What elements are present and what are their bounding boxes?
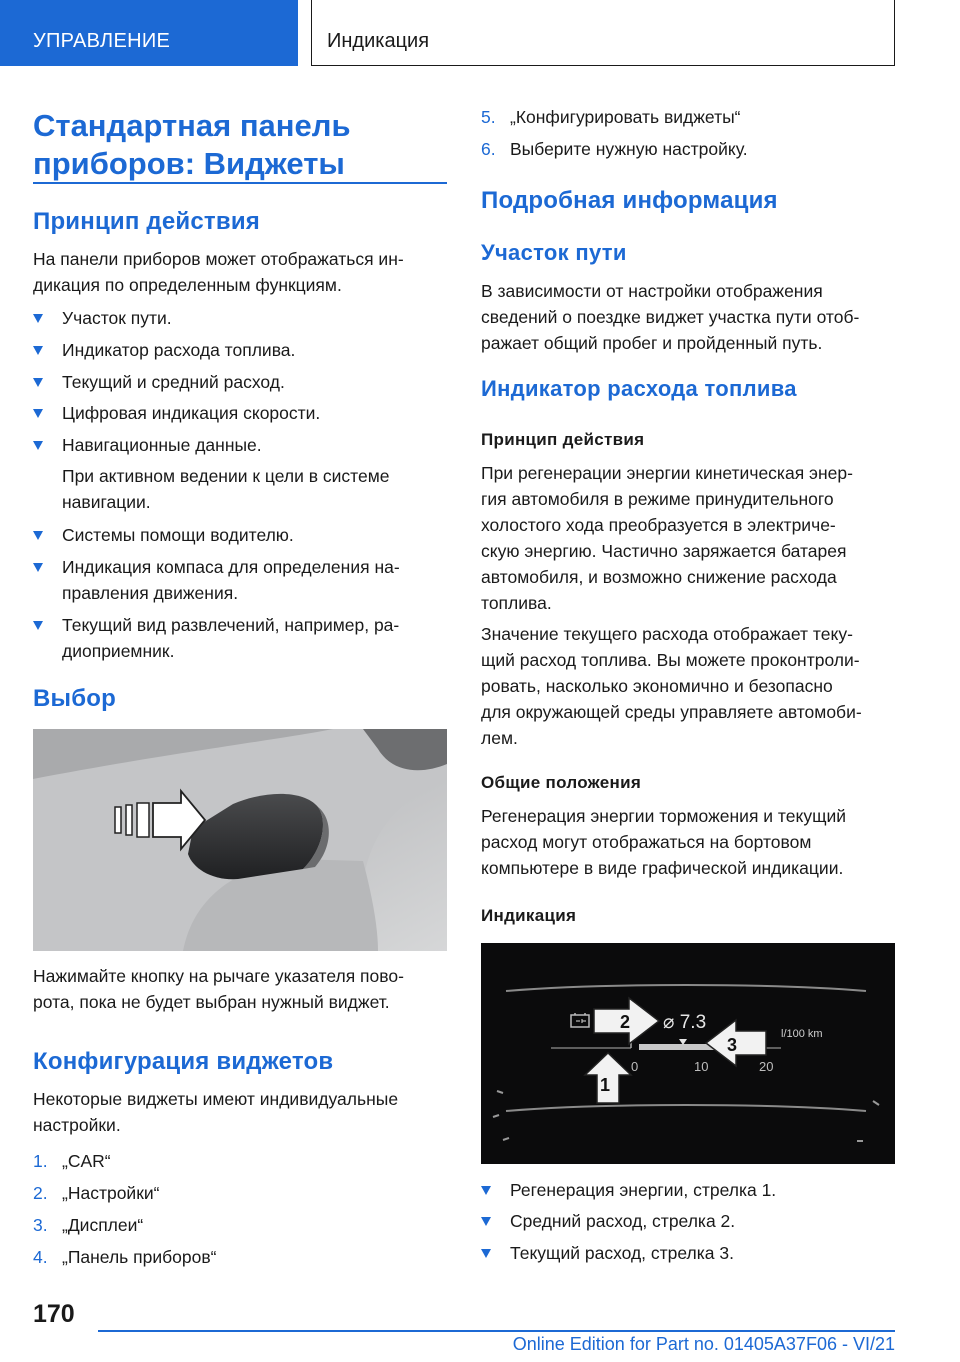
scale-label: 0 [631,1059,639,1074]
page-title-line1: Стандартная панель [33,108,351,143]
general-heading: Общие положения [481,773,642,792]
avg-consumption-value: ⌀ 7.3 [663,1012,707,1033]
details-heading: Подробная информация [481,187,778,214]
list-item-continuation: правления движения. [62,583,239,603]
step-item: 5. „Конфигурировать виджеты“ [481,107,741,127]
fuel-p1-line: гия автомобиля в режиме принудительного [481,489,834,509]
principle-heading: Принцип действия [33,208,260,235]
page-title-line2: приборов: Виджеты [33,146,345,181]
page-number: 170 [33,1300,75,1328]
list-item: Цифровая индикация скорости. [33,400,320,426]
step-item: 4. „Панель приборов“ [33,1247,217,1267]
unit-label: l/100 km [781,1028,823,1040]
turn-signal-stalk-image [33,729,447,951]
nav-note-line1: При активном ведении к цели в системе [62,466,390,486]
route-line2: сведений о поездке виджет участка пути отоб- [481,307,860,327]
bullet-triangle-icon [33,409,43,418]
list-item: Текущий и средний расход. [33,369,285,395]
fuel-heading: Индикатор расхода топлива [481,376,797,401]
arrow-2-label: 2 [620,1012,631,1032]
selection-heading: Выбор [33,685,116,712]
bullet-triangle-icon [481,1249,491,1258]
fuel-p1-line: холостого хода преобразуется в электриче- [481,515,836,535]
general-line: компьютере в виде графической индикации. [481,858,844,878]
fuel-p1-line: скую энергию. Частично заряжается батарея [481,541,847,561]
list-item: Регенерация энергии, стрелка 1. [481,1177,776,1203]
config-heading: Конфигурация виджетов [33,1048,334,1075]
fuel-p1-line: При регенерации энергии кинетическая энер- [481,463,853,483]
general-line: Регенерация энергии торможения и текущий [481,806,847,826]
step-item: 1. „CAR“ [33,1151,111,1171]
bullet-triangle-icon [481,1186,491,1195]
bullet-triangle-icon [481,1217,491,1226]
list-item: Участок пути. [33,305,172,331]
step-item: 3. „Дисплеи“ [33,1215,144,1235]
nav-note-line2: навигации. [62,492,151,512]
footer-rule [98,1330,895,1332]
fuel-principle-heading: Принцип действия [481,430,645,449]
bullet-triangle-icon [33,621,43,630]
bullet-triangle-icon [33,378,43,387]
bullet-triangle-icon [33,346,43,355]
topic-header: Индикация [311,0,895,66]
route-heading: Участок пути [481,240,627,265]
list-item: Навигационные данные. [33,432,262,458]
fuel-p2-line: щий расход топлива. Вы можете проконтроли- [481,650,860,670]
fuel-p2-line: лем. [481,728,518,748]
edition-link[interactable]: Online Edition for Part no. 01405A37F06 - VI/21 [512,1334,895,1354]
step-item: 6. Выберите нужную настройку. [481,139,748,159]
bullet-triangle-icon [33,441,43,450]
selection-caption-line1: Нажимайте кнопку на рычаге указателя пово- [33,966,404,986]
route-line1: В зависимости от настройки отображения [481,281,823,301]
section-tab: УПРАВЛЕНИЕ [0,0,298,66]
bullet-triangle-icon [33,314,43,323]
arrow-3-label: 3 [727,1035,738,1055]
list-item: Индикатор расхода топлива. [33,337,295,363]
list-item: Текущий расход, стрелка 3. [481,1240,734,1266]
list-item: Системы помощи водителю. [33,522,294,548]
fuel-display-image [481,943,895,1164]
scale-label: 10 [694,1059,709,1074]
fuel-p1-line: автомобиля, и возможно снижение расхода [481,567,837,587]
config-intro-line2: настройки. [33,1115,121,1135]
scale-label: 20 [759,1059,774,1074]
list-item-continuation: диоприемник. [62,641,175,661]
cluster-graphic [481,943,895,1164]
list-item: Индикация компаса для определения на- [33,554,400,580]
fuel-p1-line: топлива. [481,593,552,613]
fuel-p2-line: ровать, насколько экономично и безопасно [481,676,833,696]
list-item: Текущий вид развлечений, например, ра- [33,612,399,638]
title-rule [33,182,447,184]
fuel-p2-line: для окружающей среды управляете автомоби- [481,702,862,722]
bullet-triangle-icon [33,563,43,572]
config-intro-line1: Некоторые виджеты имеют индивидуальные [33,1089,399,1109]
step-item: 2. „Настройки“ [33,1183,160,1203]
display-heading: Индикация [481,906,577,925]
general-line: расход могут отображаться на бортовом [481,832,812,852]
arrow-1-label: 1 [600,1075,611,1095]
route-line3: ражает общий пробег и пройденный путь. [481,333,823,353]
fuel-p2-line: Значение текущего расхода отображает теку- [481,624,853,644]
selection-caption-line2: рота, пока не будет выбран нужный виджет. [33,992,390,1012]
bullet-triangle-icon [33,531,43,540]
principle-intro-line2: дикация по определенным функциям. [33,275,342,295]
list-item: Средний расход, стрелка 2. [481,1208,735,1234]
principle-intro-line1: На панели приборов может отображаться ин- [33,249,404,269]
